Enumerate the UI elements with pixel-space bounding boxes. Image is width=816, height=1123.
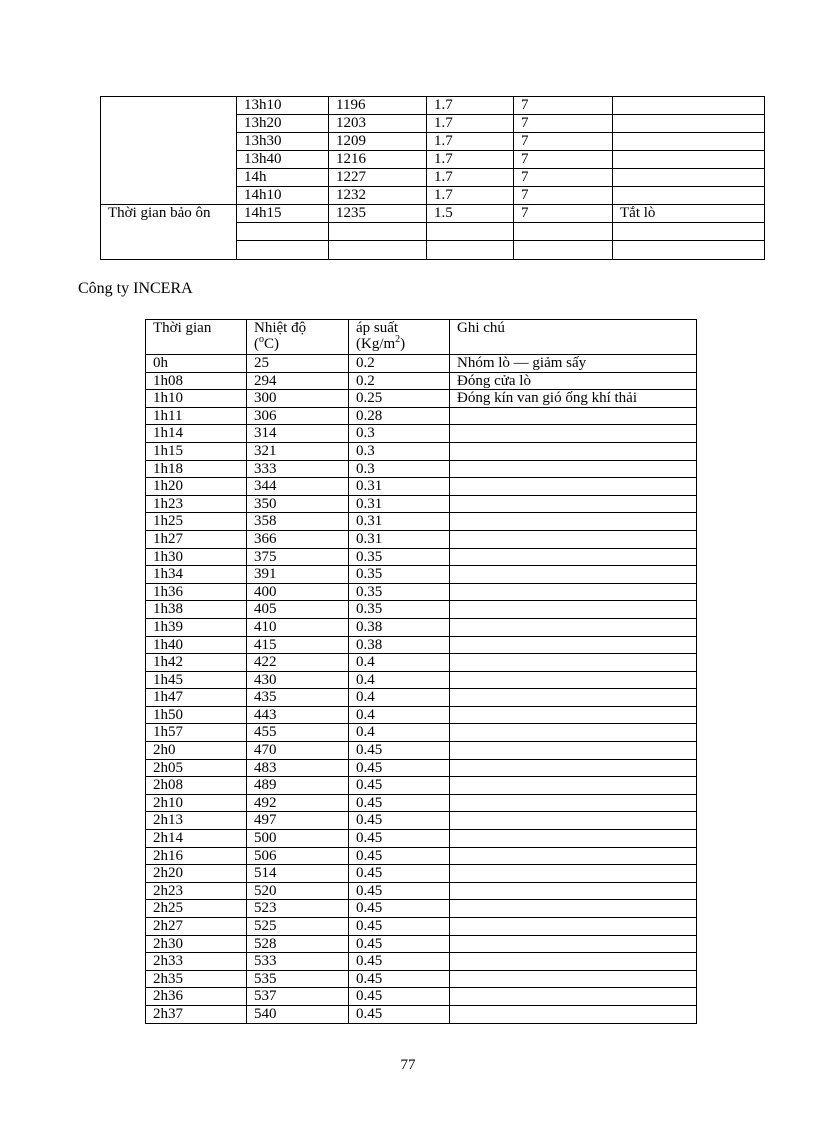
cell-pressure: 0.45: [349, 865, 450, 883]
table-row: [146, 372, 697, 390]
table-row: [101, 205, 765, 223]
cell-pressure: 0.45: [349, 900, 450, 918]
cell-note: [450, 495, 697, 513]
cell-temp: 430: [247, 671, 349, 689]
table-row: [146, 566, 697, 584]
table-row: [146, 847, 697, 865]
table-row: [146, 935, 697, 953]
cell-time: 13h30: [237, 133, 329, 151]
cell-temp: 435: [247, 689, 349, 707]
table-row: [146, 548, 697, 566]
table-row: [146, 918, 697, 936]
cell-pressure: 0.45: [349, 882, 450, 900]
table-row: [146, 478, 697, 496]
cell-time: 1h14: [146, 425, 247, 443]
section-heading: Công ty INCERA: [78, 280, 193, 297]
cell-time: 1h42: [146, 654, 247, 672]
cell-pressure: 0.45: [349, 812, 450, 830]
cell-note: [450, 882, 697, 900]
cell-temp: 492: [247, 794, 349, 812]
cell-time: 2h35: [146, 970, 247, 988]
cell-time: 2h23: [146, 882, 247, 900]
table-row: [146, 900, 697, 918]
cell-value: 7: [514, 151, 613, 169]
cell-temp: 528: [247, 935, 349, 953]
cell-temp: 391: [247, 566, 349, 584]
cell-time: 2h10: [146, 794, 247, 812]
cell-note: [450, 865, 697, 883]
cell-temp: 333: [247, 460, 349, 478]
cell-note: Đóng kín van gió ống khí thải: [450, 390, 697, 408]
cell-note: [450, 407, 697, 425]
cell-note: [450, 812, 697, 830]
cell-note: [450, 530, 697, 548]
cell-pressure: 0.4: [349, 724, 450, 742]
cell-pressure: 0.25: [349, 390, 450, 408]
cell-note: [450, 777, 697, 795]
cell-pressure: 0.35: [349, 548, 450, 566]
cell-note: [450, 830, 697, 848]
cell-time: 1h45: [146, 671, 247, 689]
cell-time: 2h0: [146, 742, 247, 760]
cell-temp: 506: [247, 847, 349, 865]
cell-pressure: 0.45: [349, 794, 450, 812]
cell-time: 1h50: [146, 706, 247, 724]
cell-temp: 533: [247, 953, 349, 971]
page-number: 77: [400, 1057, 416, 1073]
cell-temp: 537: [247, 988, 349, 1006]
table-row: [146, 865, 697, 883]
cell-time: 1h38: [146, 601, 247, 619]
cell-temp: 514: [247, 865, 349, 883]
cell-note: [450, 442, 697, 460]
cell-note: [450, 970, 697, 988]
cell-pressure: 1.7: [427, 187, 514, 205]
cell-note: [613, 133, 765, 151]
cell-temp: 375: [247, 548, 349, 566]
cell-time: 1h47: [146, 689, 247, 707]
cell-temp: 497: [247, 812, 349, 830]
cell-time: 1h30: [146, 548, 247, 566]
table-row: [146, 407, 697, 425]
cell-pressure: 0.31: [349, 530, 450, 548]
cell-time: 2h37: [146, 1005, 247, 1023]
cell-note: [450, 918, 697, 936]
cell-note: [450, 601, 697, 619]
incera-kiln-log-table: [145, 319, 697, 1024]
cell-value: 7: [514, 115, 613, 133]
cell-pressure: 1.7: [427, 115, 514, 133]
cell-temp: 410: [247, 618, 349, 636]
cell-temp: 1216: [329, 151, 427, 169]
cell-pressure: 0.31: [349, 495, 450, 513]
cell-note: [450, 618, 697, 636]
cell-note: [450, 671, 697, 689]
cell-note: [450, 724, 697, 742]
cell-pressure: 0.35: [349, 601, 450, 619]
cell-time: 13h10: [237, 97, 329, 115]
cell-time: 2h05: [146, 759, 247, 777]
table-row: [101, 97, 765, 115]
cell-pressure: 0.45: [349, 970, 450, 988]
cell-value: [514, 241, 613, 260]
table-row: [146, 830, 697, 848]
cell-time: 1h57: [146, 724, 247, 742]
cell-time: 13h20: [237, 115, 329, 133]
cell-pressure: 1.7: [427, 133, 514, 151]
cell-time: 2h16: [146, 847, 247, 865]
cell-temp: 405: [247, 601, 349, 619]
table-row: [146, 442, 697, 460]
table-row: [146, 759, 697, 777]
cell-time: 2h36: [146, 988, 247, 1006]
table-row: [146, 495, 697, 513]
table-row: [146, 425, 697, 443]
cell-pressure: 0.2: [349, 355, 450, 373]
table-row: [146, 706, 697, 724]
cell-note: [613, 187, 765, 205]
table-row: [146, 390, 697, 408]
header-temperature: Nhiệt độ ($^o$C): [247, 320, 349, 355]
cell-pressure: 0.45: [349, 759, 450, 777]
cell-time: 1h10: [146, 390, 247, 408]
cell-time: 1h20: [146, 478, 247, 496]
cell-pressure: 0.35: [349, 566, 450, 584]
table-row: [146, 601, 697, 619]
cell-time: 1h15: [146, 442, 247, 460]
table-row: [146, 953, 697, 971]
table-row: [146, 794, 697, 812]
cell-temp: 321: [247, 442, 349, 460]
cell-temp: 470: [247, 742, 349, 760]
table-row: [146, 618, 697, 636]
cell-temp: 306: [247, 407, 349, 425]
cell-time: 2h14: [146, 830, 247, 848]
cell-time: [237, 241, 329, 260]
cell-time: 14h10: [237, 187, 329, 205]
cell-time: 1h18: [146, 460, 247, 478]
cell-temp: 350: [247, 495, 349, 513]
cell-time: 2h08: [146, 777, 247, 795]
cell-pressure: 0.45: [349, 953, 450, 971]
cell-temp: 415: [247, 636, 349, 654]
table-row: [146, 689, 697, 707]
table-row: [146, 882, 697, 900]
cell-note: Tắt lò: [613, 205, 765, 223]
cell-time: 1h08: [146, 372, 247, 390]
cell-pressure: 1.7: [427, 169, 514, 187]
cell-temp: 1227: [329, 169, 427, 187]
table-row: [146, 636, 697, 654]
cell-value: 7: [514, 187, 613, 205]
phase-cell-empty: [101, 97, 237, 205]
cell-note: [450, 654, 697, 672]
cell-note: [450, 689, 697, 707]
cell-temp: 483: [247, 759, 349, 777]
cell-note: [450, 900, 697, 918]
cell-temp: 500: [247, 830, 349, 848]
cell-pressure: 0.45: [349, 742, 450, 760]
cell-pressure: 0.45: [349, 918, 450, 936]
cell-temp: 455: [247, 724, 349, 742]
cell-time: [237, 223, 329, 241]
cell-note: Đóng cửa lò: [450, 372, 697, 390]
cell-temp: 422: [247, 654, 349, 672]
table-row: [146, 724, 697, 742]
cell-note: [613, 223, 765, 241]
cell-note: [450, 1005, 697, 1023]
cell-pressure: 0.3: [349, 442, 450, 460]
cell-pressure: 0.2: [349, 372, 450, 390]
cell-temp: 358: [247, 513, 349, 531]
cell-note: [450, 794, 697, 812]
table-row: [146, 1005, 697, 1023]
cell-time: 0h: [146, 355, 247, 373]
cell-pressure: 0.4: [349, 671, 450, 689]
cell-pressure: 0.45: [349, 1005, 450, 1023]
cell-temp: 540: [247, 1005, 349, 1023]
cell-note: [450, 953, 697, 971]
cell-pressure: 0.38: [349, 636, 450, 654]
cell-temp: 1209: [329, 133, 427, 151]
cell-time: 1h39: [146, 618, 247, 636]
cell-pressure: 1.7: [427, 97, 514, 115]
cell-temp: [329, 241, 427, 260]
cell-temp: 25: [247, 355, 349, 373]
cell-temp: 400: [247, 583, 349, 601]
table-row: [146, 742, 697, 760]
cell-pressure: 0.45: [349, 988, 450, 1006]
cell-temp: 1235: [329, 205, 427, 223]
cell-time: 1h27: [146, 530, 247, 548]
cell-pressure: 0.28: [349, 407, 450, 425]
cell-value: 7: [514, 169, 613, 187]
cell-time: 2h13: [146, 812, 247, 830]
header-note: Ghi chú: [450, 320, 697, 355]
cell-pressure: 0.45: [349, 847, 450, 865]
cell-note: [613, 169, 765, 187]
cell-note: [613, 97, 765, 115]
cell-temp: 1196: [329, 97, 427, 115]
cell-time: 2h27: [146, 918, 247, 936]
cell-note: [450, 636, 697, 654]
cell-time: 2h20: [146, 865, 247, 883]
cell-temp: 1203: [329, 115, 427, 133]
cell-pressure: 0.45: [349, 935, 450, 953]
cell-pressure: [427, 223, 514, 241]
cell-value: 7: [514, 205, 613, 223]
cell-temp: 344: [247, 478, 349, 496]
cell-time: 2h33: [146, 953, 247, 971]
cell-value: 7: [514, 97, 613, 115]
cell-pressure: 0.3: [349, 460, 450, 478]
cell-pressure: 0.35: [349, 583, 450, 601]
cell-note: [613, 115, 765, 133]
cell-time: 1h25: [146, 513, 247, 531]
cell-pressure: 0.4: [349, 654, 450, 672]
table-row: [146, 970, 697, 988]
cell-pressure: 1.5: [427, 205, 514, 223]
cell-note: [450, 548, 697, 566]
table-row: [146, 530, 697, 548]
cell-pressure: 0.4: [349, 689, 450, 707]
cell-time: 2h30: [146, 935, 247, 953]
cell-temp: 489: [247, 777, 349, 795]
table-row: [146, 513, 697, 531]
cell-pressure: 0.45: [349, 830, 450, 848]
table-row: [146, 812, 697, 830]
cell-time: 1h34: [146, 566, 247, 584]
cell-temp: [329, 223, 427, 241]
cell-value: 7: [514, 133, 613, 151]
cell-pressure: 0.3: [349, 425, 450, 443]
cell-temp: 525: [247, 918, 349, 936]
cell-time: 1h11: [146, 407, 247, 425]
cell-pressure: 0.31: [349, 478, 450, 496]
cell-note: [450, 583, 697, 601]
header-pressure: áp suất $(Kg/m^2)$: [349, 320, 450, 355]
table-row: [146, 671, 697, 689]
cell-time: 1h36: [146, 583, 247, 601]
cell-pressure: 0.4: [349, 706, 450, 724]
cell-temp: 520: [247, 882, 349, 900]
cell-temp: 294: [247, 372, 349, 390]
cell-note: [450, 706, 697, 724]
cell-note: [450, 460, 697, 478]
cell-note: [450, 425, 697, 443]
cell-note: [450, 847, 697, 865]
phase-label: Thời gian bảo ôn: [101, 205, 237, 260]
table-header-row: [146, 320, 697, 355]
cell-note: [450, 935, 697, 953]
table-row: [146, 460, 697, 478]
cell-pressure: 0.38: [349, 618, 450, 636]
cell-time: 13h40: [237, 151, 329, 169]
cell-time: 1h23: [146, 495, 247, 513]
cell-temp: 366: [247, 530, 349, 548]
cell-temp: 314: [247, 425, 349, 443]
cell-temp: 300: [247, 390, 349, 408]
header-time: Thời gian: [146, 320, 247, 355]
cell-note: [613, 151, 765, 169]
cell-note: [450, 513, 697, 531]
cell-note: [613, 241, 765, 260]
cell-pressure: 1.7: [427, 151, 514, 169]
cell-note: Nhóm lò — giảm sấy: [450, 355, 697, 373]
cell-note: [450, 478, 697, 496]
cell-pressure: 0.31: [349, 513, 450, 531]
cell-pressure: 0.45: [349, 777, 450, 795]
cell-temp: 535: [247, 970, 349, 988]
cell-note: [450, 759, 697, 777]
table-row: [146, 777, 697, 795]
cell-value: [514, 223, 613, 241]
cell-time: 14h15: [237, 205, 329, 223]
cell-temp: 443: [247, 706, 349, 724]
table-row: [146, 654, 697, 672]
cell-note: [450, 566, 697, 584]
table-row: [146, 988, 697, 1006]
cell-temp: 1232: [329, 187, 427, 205]
cell-note: [450, 742, 697, 760]
cell-time: 14h: [237, 169, 329, 187]
cell-temp: 523: [247, 900, 349, 918]
cell-pressure: [427, 241, 514, 260]
cell-time: 2h25: [146, 900, 247, 918]
kiln-log-table-continued: [100, 96, 765, 260]
cell-note: [450, 988, 697, 1006]
table-row: [146, 355, 697, 373]
cell-time: 1h40: [146, 636, 247, 654]
table-row: [146, 583, 697, 601]
